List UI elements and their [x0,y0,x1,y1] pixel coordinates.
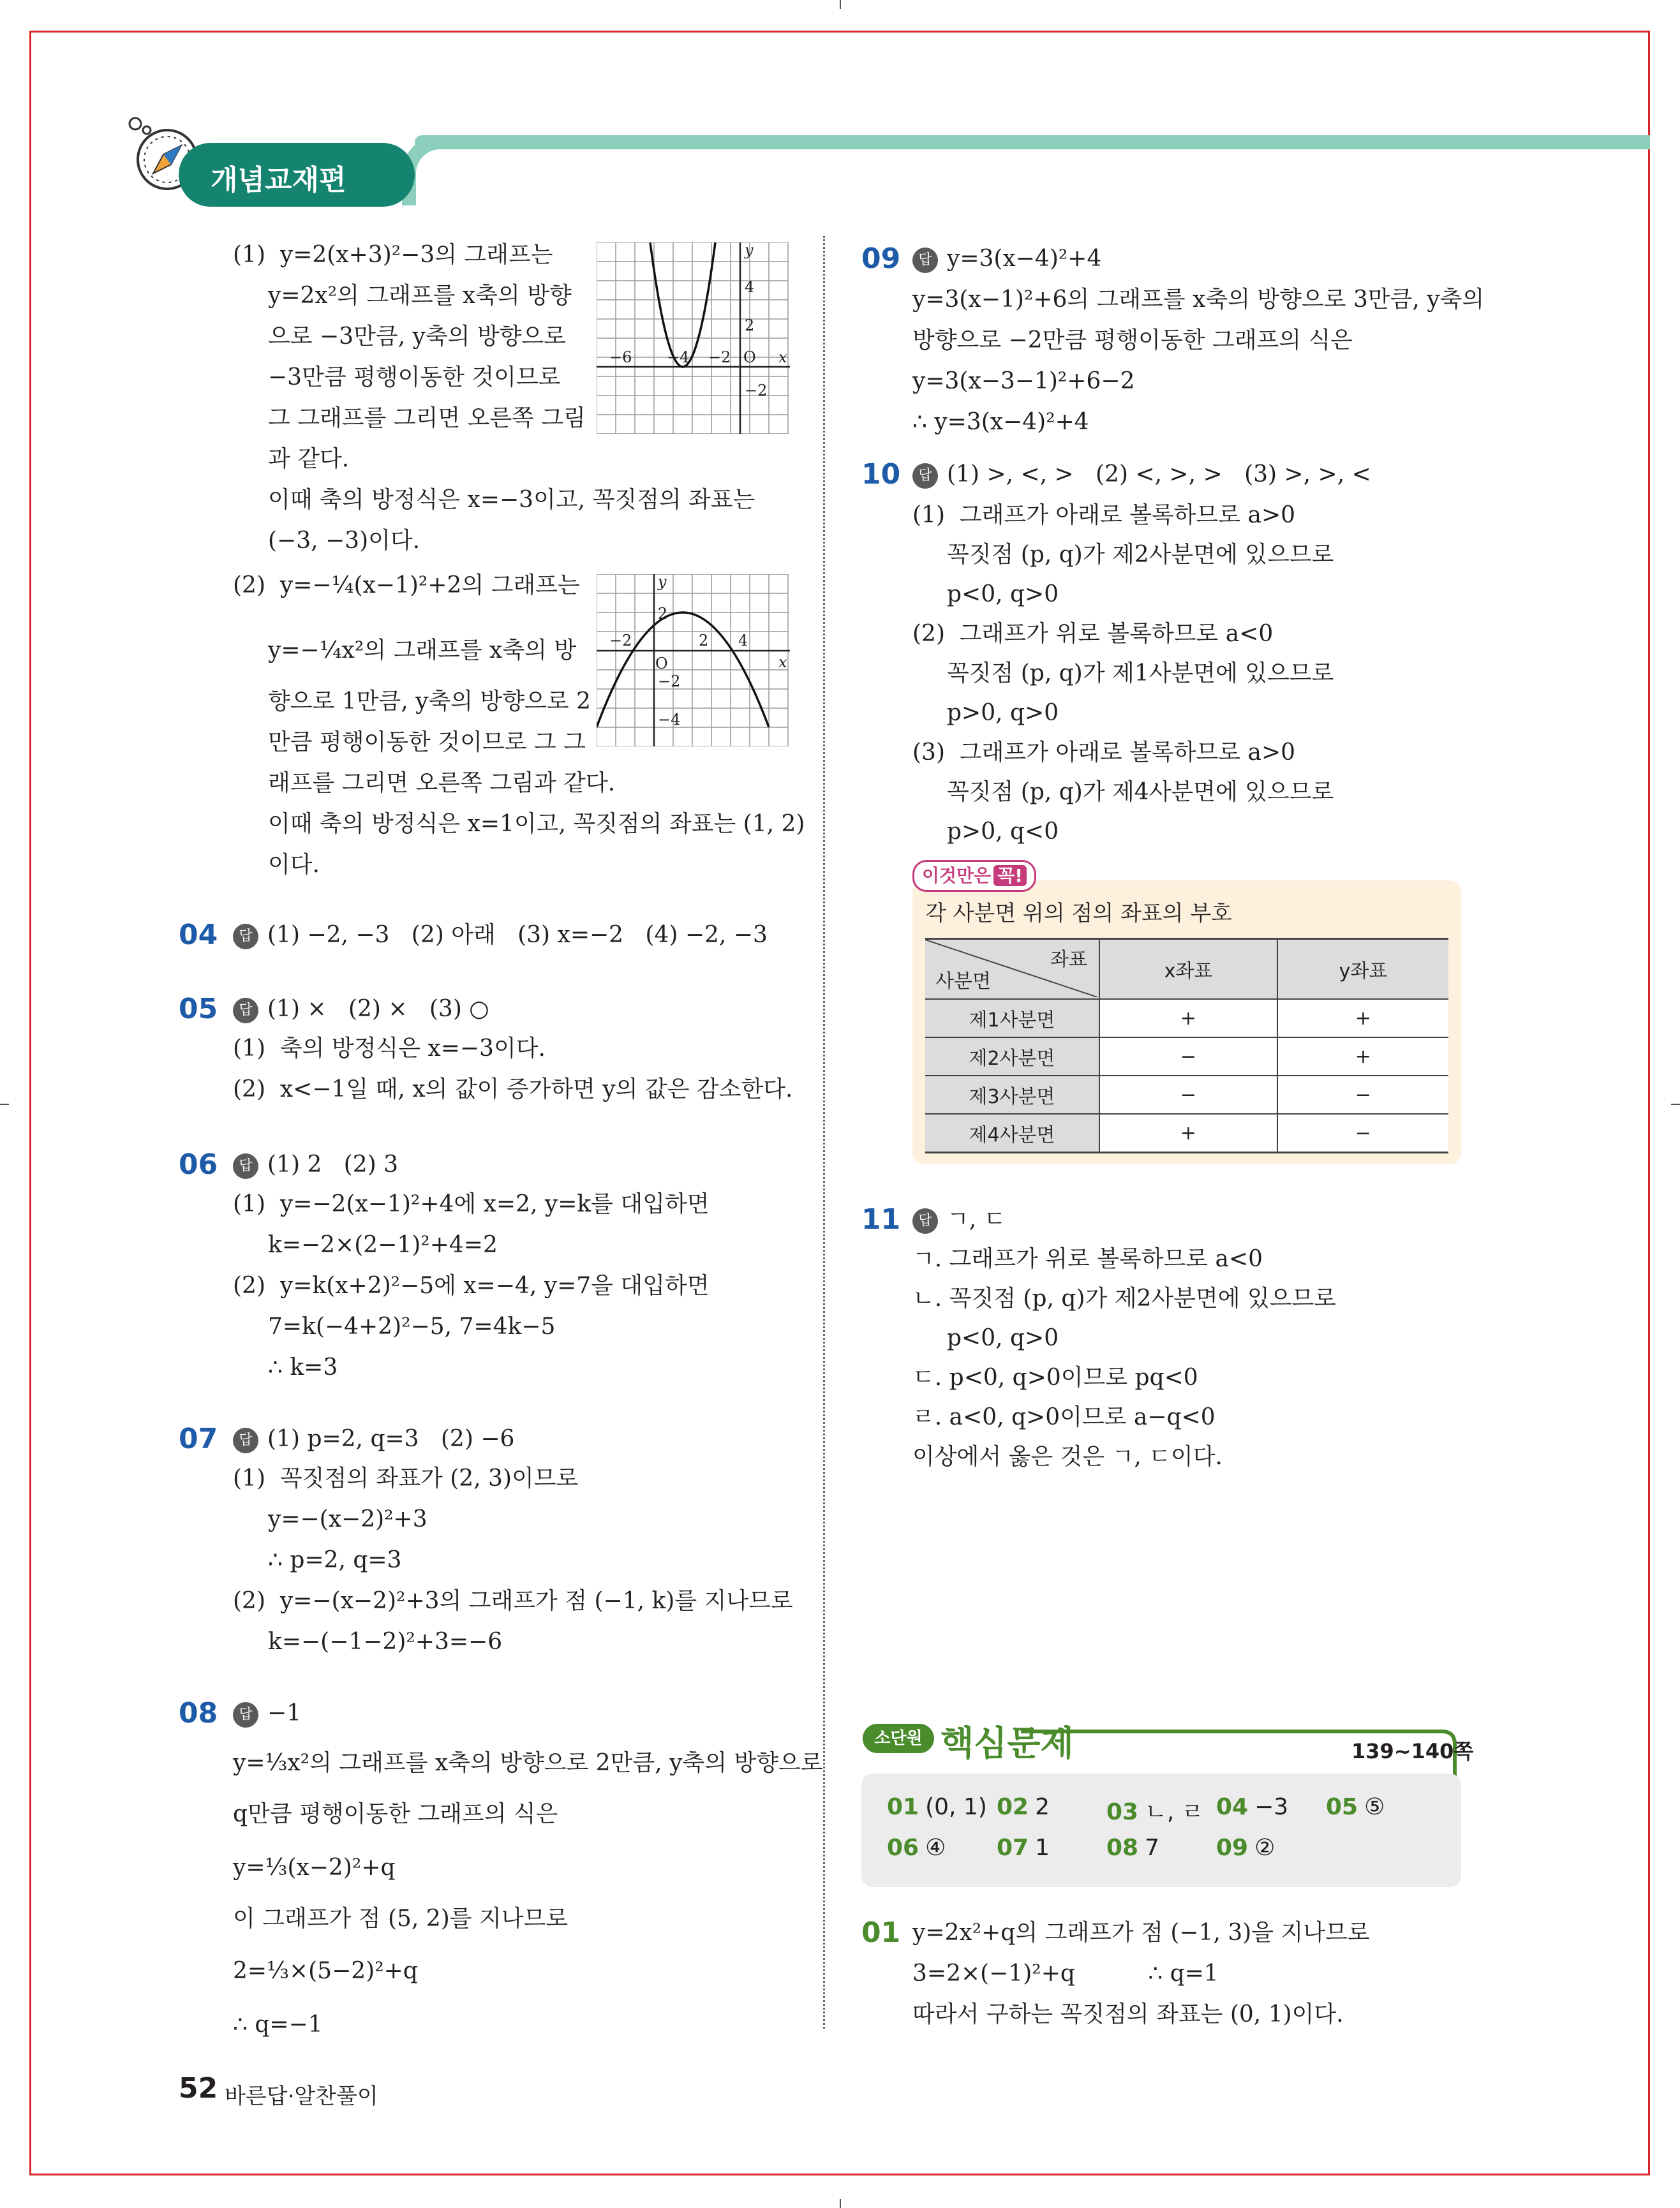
table-cell: + [1099,1114,1277,1153]
summary-item-answer: ④ [925,1835,946,1861]
answer-line [233,1424,514,1455]
summary-item-num: 01 [887,1794,919,1820]
header-bar [415,135,1650,149]
text-line: k=−2×(2−1)²+4=2 [268,1232,498,1258]
text-line: p>0, q>0 [947,700,1059,726]
table-cell: 제4사분면 [925,1114,1099,1153]
axis-tick-label: y [658,574,667,591]
answer-line [912,244,1101,274]
text-line: ㄷ. p<0, q>0이므로 pq<0 [912,1365,1198,1391]
text-line: −3만큼 평행이동한 것이므로 [268,364,561,390]
axis-tick-label: 2 [745,316,755,334]
summary-item-num: 08 [1106,1835,1139,1861]
answer-line [233,1698,301,1729]
answer-badge: 답 [233,1153,258,1179]
summary-item-num: 03 [1106,1799,1139,1825]
axis-tick-label: −6 [609,348,632,366]
answer-text: −1 [267,1700,302,1726]
summary-item [1106,1794,1204,1826]
text-line: 3=2×(−1)²+q ∴ q=1 [912,1960,1219,1987]
text-line: (−3, −3)이다. [268,528,420,554]
text-line: y=−¼x²의 그래프를 x축의 방 [268,637,577,663]
text-line: ∴ y=3(x−4)²+4 [912,409,1089,435]
answer-badge: 답 [233,1428,258,1453]
answer-badge: 답 [233,998,258,1023]
text-line: y=−(x−2)²+3 [268,1506,427,1532]
answer-text: y=3(x−4)²+4 [947,246,1102,272]
answer-line [912,1204,1006,1235]
note-title: 각 사분면 위의 점의 좌표의 부호 [925,901,1233,926]
question-number: 01 [861,1916,901,1949]
answer-badge: 답 [912,248,938,273]
text-line: 이다. [268,852,320,878]
axis-tick-label: −2 [708,348,731,366]
axis-tick-label: y [745,242,754,259]
summary-item [887,1794,987,1820]
crop-mark [1671,1104,1680,1105]
question-number: 05 [179,993,218,1025]
table-cell: − [1099,1076,1277,1114]
answer-text: (1) −2, −3 (2) 아래 (3) x=−2 (4) −2, −3 [267,922,768,948]
text-line: 방향으로 −2만큼 평행이동한 그래프의 식은 [912,327,1353,353]
text-line: ㄹ. a<0, q>0이므로 a−q<0 [912,1404,1215,1430]
text-line: y=2x²+q의 그래프가 점 (−1, 3)을 지나므로 [912,1920,1370,1946]
answer-text: ㄱ, ㄷ [947,1206,1006,1233]
summary-pages: 139~140쪽 [1351,1739,1474,1763]
text-line: ∴ q=−1 [233,2012,323,2038]
summary-box [861,1774,1461,1887]
text-line: 이상에서 옳은 것은 ㄱ, ㄷ이다. [912,1444,1223,1470]
text-line: 꼭짓점 (p, q)가 제2사분면에 있으므로 [947,542,1334,568]
text-line: 따라서 구하는 꼭짓점의 좌표는 (0, 1)이다. [912,2001,1344,2027]
text-line: 이때 축의 방정식은 x=−3이고, 꼭짓점의 좌표는 [268,487,755,513]
summary-item-answer: ㄴ, ㄹ [1145,1799,1204,1825]
summary-tag: 소단원 [863,1724,934,1753]
summary-item-answer: (0, 1) [925,1794,987,1820]
text-line: (1) 꼭짓점의 좌표가 (2, 3)이므로 [233,1465,579,1492]
text-line: (1) y=2(x+3)²−3의 그래프는 [233,242,553,268]
answer-line [233,920,768,951]
summary-item-num: 09 [1216,1835,1249,1861]
summary-item-answer: 2 [1035,1794,1050,1820]
question-number: 08 [179,1697,218,1730]
axis-tick-label: O [743,348,756,366]
text-line: ∴ k=3 [268,1354,338,1381]
text-line: y=⅓(x−2)²+q [233,1855,396,1881]
axis-tick-label: 4 [738,632,748,649]
text-line: ∴ p=2, q=3 [268,1547,402,1573]
table-cell: − [1099,1037,1277,1076]
table-cell: − [1277,1076,1448,1114]
text-line: p<0, q>0 [947,1325,1059,1351]
axis-tick-label: −4 [658,711,681,729]
table-header-x: x좌표 [1099,939,1277,1000]
table-cell: 제3사분면 [925,1076,1099,1114]
table-row [925,1114,1448,1153]
axis-tick-label: 4 [745,278,755,296]
text-line: y=3(x−3−1)²+6−2 [912,368,1135,394]
question-number: 07 [179,1423,218,1455]
text-line: 7=k(−4+2)²−5, 7=4k−5 [268,1314,556,1340]
answer-badge: 답 [912,463,938,489]
summary-item [1106,1835,1159,1861]
axis-tick-label: −2 [658,672,681,690]
question-number: 04 [179,919,218,951]
text-line: q만큼 평행이동한 그래프의 식은 [233,1801,558,1827]
answer-text: (1) × (2) × (3) ○ [267,996,489,1022]
answer-text: (1) p=2, q=3 (2) −6 [267,1426,515,1452]
table-header-y: y좌표 [1277,939,1448,1000]
answer-text: (1) 2 (2) 3 [267,1152,399,1178]
table-cell: + [1099,999,1277,1037]
summary-item-answer: −3 [1254,1794,1289,1820]
summary-item [887,1835,946,1861]
text-line: p>0, q<0 [947,819,1059,845]
question-number: 10 [861,458,901,491]
text-line: (2) y=k(x+2)²−5에 x=−4, y=7을 대입하면 [233,1273,710,1299]
parabola-graph-2 [597,574,791,746]
table-corner-cell [925,939,1099,1000]
crop-mark [0,1104,9,1105]
answer-badge: 답 [233,1702,258,1728]
summary-item [1326,1794,1385,1820]
text-line: k=−(−1−2)²+3=−6 [268,1629,503,1655]
table-header-row [925,939,1448,1000]
page-number: 52 [179,2072,218,2105]
summary-item [997,1794,1050,1820]
parabola-graph-1 [597,242,791,434]
answer-text: (1) >, <, > (2) <, >, > (3) >, >, < [947,461,1371,487]
table-cell: + [1277,1037,1448,1076]
note-tag [912,860,1036,892]
summary-title: 핵심문제 [940,1723,1074,1763]
summary-item-num: 04 [1216,1794,1249,1820]
table-cell: + [1277,999,1448,1037]
crop-mark [840,2199,841,2208]
text-line: (2) x<−1일 때, x의 값이 증가하면 y의 값은 감소한다. [233,1076,793,1102]
text-line: (2) 그래프가 위로 볼록하므로 a<0 [912,621,1274,647]
table-cell: − [1277,1114,1448,1153]
note-tag-mark: 꼭! [993,865,1027,886]
text-line: 향으로 1만큼, y축의 방향으로 2 [268,688,591,715]
axis-tick-label: x [778,348,787,366]
table-corner-bottom: 사분면 [935,970,991,993]
summary-item [1216,1794,1288,1820]
text-line: 으로 −3만큼, y축의 방향으로 [268,323,566,350]
table-corner-top: 좌표 [1050,949,1087,971]
text-line: 래프를 그리면 오른쪽 그림과 같다. [268,770,616,796]
column-divider [823,236,825,2029]
text-line: 이 그래프가 점 (5, 2)를 지나므로 [233,1906,569,1932]
text-line: y=3(x−1)²+6의 그래프를 x축의 방향으로 3만큼, y축의 [912,286,1485,313]
text-line: (1) 그래프가 아래로 볼록하므로 a>0 [912,502,1296,528]
note-tag-text: 이것만은 [922,865,992,886]
axis-tick-label: x [778,653,787,671]
summary-item-answer: ② [1254,1835,1275,1861]
text-line: ㄱ. 그래프가 위로 볼록하므로 a<0 [912,1246,1263,1272]
book-title: 바른답·알찬풀이 [225,2084,378,2109]
text-line: y=⅓x²의 그래프를 x축의 방향으로 2만큼, y축의 방향으로 [233,1750,823,1776]
text-line: 이때 축의 방정식은 x=1이고, 꼭짓점의 좌표는 (1, 2) [268,811,805,837]
quadrant-sign-table [925,938,1448,1153]
text-line: (2) y=−¼(x−1)²+2의 그래프는 [233,572,580,598]
summary-item-answer: 7 [1145,1835,1160,1861]
question-number: 09 [861,242,901,275]
table-cell: 제2사분면 [925,1037,1099,1076]
section-tab-label: 개념교재편 [211,164,346,196]
answer-badge: 답 [912,1208,938,1234]
text-line: 만큼 평행이동한 것이므로 그 그 [268,729,586,755]
table-cell: 제1사분면 [925,999,1099,1037]
text-line: p<0, q>0 [947,581,1059,607]
answer-line [912,459,1371,490]
text-line: (1) y=−2(x−1)²+4에 x=2, y=k를 대입하면 [233,1191,710,1217]
question-number: 06 [179,1148,218,1181]
text-line: ㄴ. 꼭짓점 (p, q)가 제2사분면에 있으므로 [912,1286,1337,1312]
text-line: 2=⅓×(5−2)²+q [233,1958,418,1984]
axis-tick-label: O [655,655,668,672]
summary-item-num: 02 [997,1794,1029,1820]
text-line: (2) y=−(x−2)²+3의 그래프가 점 (−1, k)를 지나므로 [233,1588,793,1614]
text-line: y=2x²의 그래프를 x축의 방향 [268,283,572,309]
text-line: (1) 축의 방정식은 x=−3이다. [233,1035,546,1062]
summary-item-num: 06 [887,1835,919,1861]
summary-item [1216,1835,1275,1861]
table-row [925,1037,1448,1076]
table-row [925,1076,1448,1114]
summary-item-answer: ⑤ [1364,1794,1385,1820]
table-row [925,999,1448,1037]
text-line: 그 그래프를 그리면 오른쪽 그림 [268,405,586,431]
axis-tick-label: −2 [609,632,632,649]
answer-badge: 답 [233,924,258,949]
text-line: 꼭짓점 (p, q)가 제1사분면에 있으므로 [947,660,1334,686]
question-number: 11 [861,1203,901,1236]
axis-tick-label: 2 [699,632,709,649]
text-line: (3) 그래프가 아래로 볼록하므로 a>0 [912,739,1296,766]
text-line: 과 같다. [268,446,350,472]
text-line: 꼭짓점 (p, q)가 제4사분면에 있으므로 [947,779,1334,805]
axis-tick-label: −2 [745,382,768,399]
summary-item [997,1835,1050,1861]
answer-line [233,994,489,1025]
summary-item-num: 05 [1326,1794,1358,1820]
axis-tick-label: −4 [667,348,690,366]
crop-mark [840,0,841,9]
answer-line [233,1150,398,1180]
summary-item-num: 07 [997,1835,1029,1861]
summary-item-answer: 1 [1035,1835,1050,1861]
axis-tick-label: 2 [658,605,668,623]
